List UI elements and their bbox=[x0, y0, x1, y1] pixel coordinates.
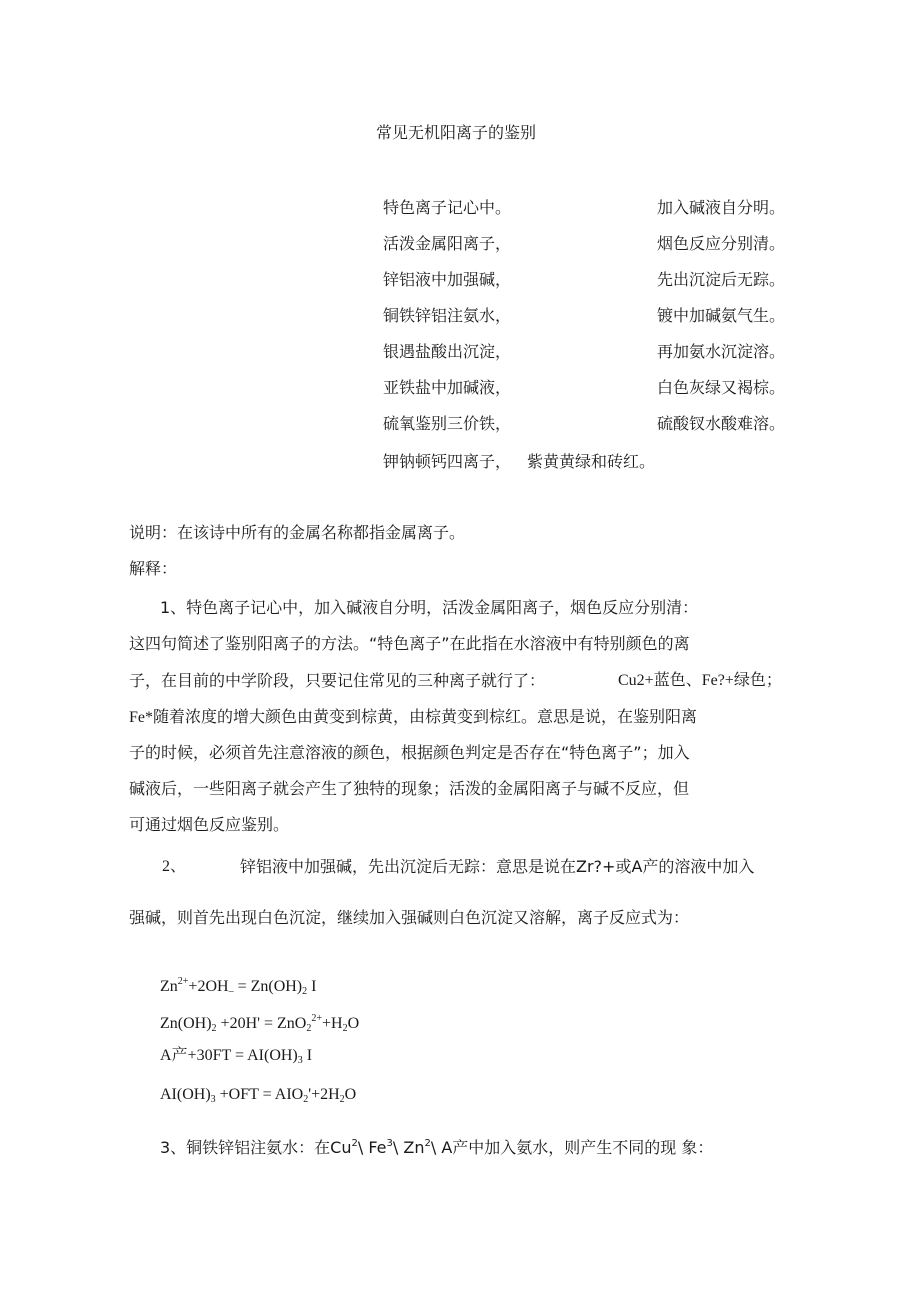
paragraph-line: 强碱，则首先出现白色沉淀，继续加入强碱则白色沉淀又溶解，离子反应式为： bbox=[129, 908, 690, 927]
paragraph-line bbox=[129, 706, 697, 729]
paragraph-line: 子，在目前的中学阶段，只要记住常见的三种离子就行了： bbox=[129, 671, 546, 690]
paragraph-line: 可通过烟色反应鉴别。 bbox=[129, 815, 290, 834]
poem-line-left: 铜铁锌铝注氨水， bbox=[383, 306, 512, 325]
paragraph-text: 随着浓度的增大颜色由黄变到棕黄，由棕黄变到棕红。意思是说，在鉴别阳离 bbox=[153, 707, 698, 726]
poem-line-left: 活泼金属阳离子， bbox=[383, 234, 512, 253]
poem-line-right: 烟色反应分别清。 bbox=[657, 234, 786, 253]
equation: A产$+30FT = AI(OH)_3$ I bbox=[160, 1047, 313, 1066]
paragraph-line: 锌铝液中加强碱，先出沉淀后无踪：意思是说在Zr?+或A产的溶液中加入 bbox=[240, 857, 755, 876]
paragraph-line: 子的时候，必须首先注意溶液的颜色，根据颜色判定是否存在“特色离子”；加入 bbox=[129, 743, 690, 762]
paragraph-line: 碱液后，一些阳离子就会产生了独特的现象；活泼的金属阳离子与碱不反应，但 bbox=[129, 779, 690, 798]
poem-line-right: 镀中加碱氨气生。 bbox=[657, 306, 786, 325]
page-title: 常见无机阳离子的鉴别 bbox=[376, 123, 537, 142]
paragraph-3: 3、铜铁锌铝注氨水：在Cu$^2$\ Fe$^3$\ Zn$^2$\ A产中加入氨水，则产生不同的现 象： bbox=[160, 1138, 714, 1157]
explain-label: 解释： bbox=[129, 559, 178, 578]
note-text: 说明：在该诗中所有的金属名称都指金属离子。 bbox=[129, 523, 466, 542]
poem-line-right: 加入碱液自分明。 bbox=[657, 198, 786, 217]
poem-line-left: 钾钠顿钙四离子， bbox=[383, 452, 512, 471]
poem-line-right: 紫黄黄绿和砖红。 bbox=[527, 452, 656, 471]
equation: $AI(OH)_3 +OFT = AIO_2'+2H_2O$ bbox=[160, 1086, 357, 1105]
poem-line-left: 银遇盐酸出沉淀， bbox=[383, 342, 512, 361]
equation: $Zn^{2+}+2OH_- = Zn(OH)_2$ I bbox=[160, 976, 317, 997]
ion-colors: Cu2+蓝色、Fe?+绿色； bbox=[618, 672, 782, 689]
paragraph-number: 2、 bbox=[162, 858, 187, 875]
poem-line-right: 先出沉淀后无踪。 bbox=[657, 270, 786, 289]
equation: $Zn(OH)_2 +20H' = ZnO_2^{2+}+H_2O$ bbox=[160, 1013, 360, 1034]
ion-formula: Fe* bbox=[129, 709, 153, 726]
poem-line-right: 硫酸钗水酸难溶。 bbox=[657, 414, 786, 433]
paragraph-line: 这四句简述了鉴别阳离子的方法。“特色离子”在此指在水溶液中有特别颜色的离 bbox=[129, 634, 690, 653]
poem-line-left: 锌铝液中加强碱， bbox=[383, 270, 512, 289]
poem-line-right: 白色灰绿又褐棕。 bbox=[657, 378, 786, 397]
paragraph-line: 1、特色离子记心中，加入碱液自分明，活泼金属阳离子，烟色反应分别清： bbox=[160, 598, 699, 617]
poem-line-left: 亚铁盐中加碱液， bbox=[383, 378, 512, 397]
poem-line-left: 特色离子记心中。 bbox=[383, 198, 512, 217]
poem-line-right: 再加氨水沉淀溶。 bbox=[657, 342, 786, 361]
poem-line-left: 硫氧鉴别三价铁， bbox=[383, 414, 512, 433]
